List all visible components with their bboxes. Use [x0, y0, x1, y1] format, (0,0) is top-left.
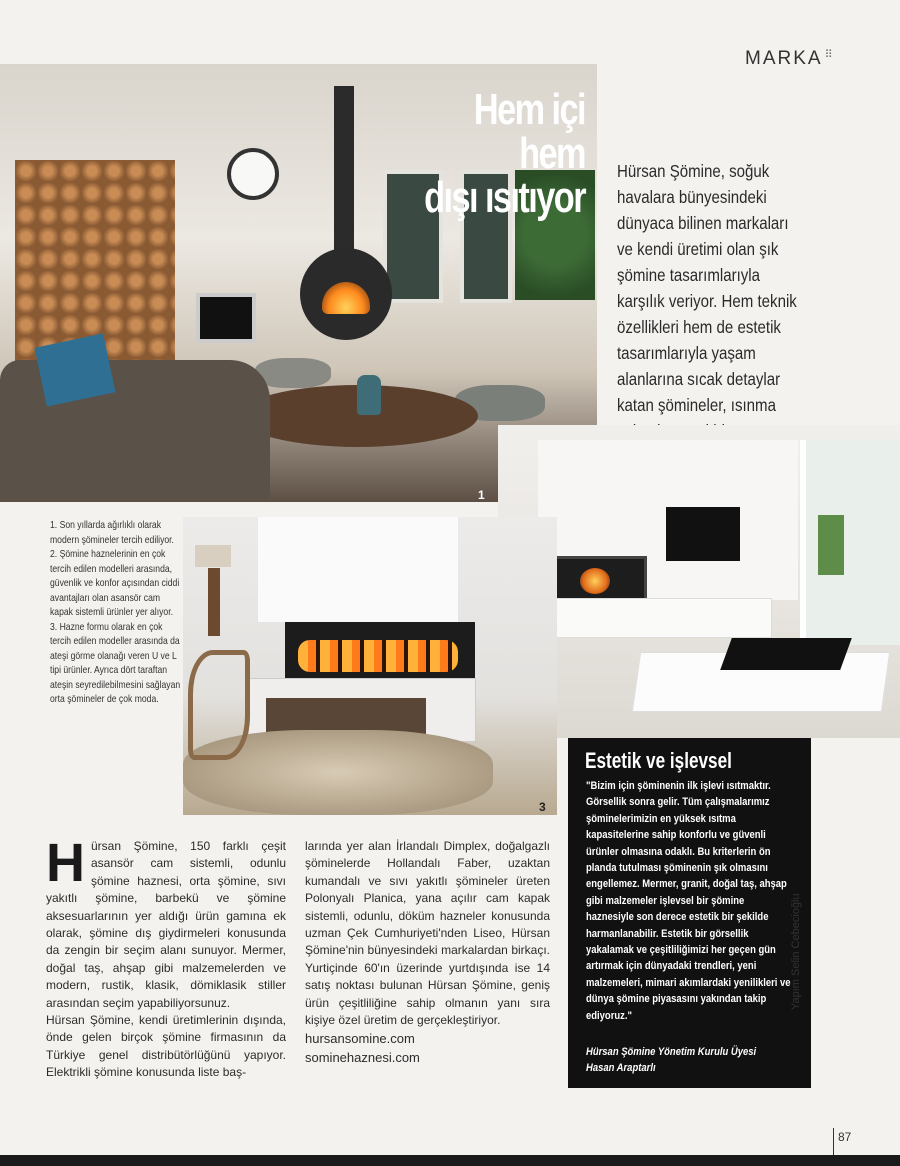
quote-box-title: Estetik ve işlevsel	[585, 748, 732, 773]
photo-rattan-chair	[188, 650, 250, 760]
page-divider	[833, 1128, 834, 1158]
quote-signature-name: Hasan Araptarlı	[586, 1062, 656, 1074]
photo-glass-table	[720, 638, 852, 670]
photo-sofa	[0, 360, 270, 500]
article-title	[406, 85, 585, 222]
website-link[interactable]: hursansomine.com	[305, 1031, 415, 1047]
photo-stove-pipe	[334, 86, 354, 266]
photo-wall	[258, 517, 458, 622]
photo-fireplace-base	[520, 598, 772, 638]
fire-icon	[580, 568, 610, 594]
article-title-line2: dışı ısıtıyor	[424, 173, 585, 222]
brand-dots-icon: ⠿	[824, 49, 835, 61]
photo-window	[800, 440, 900, 645]
photo-decanter	[357, 375, 381, 415]
article-intro: Hürsan Şömine, soğuk havalara bünyesindeki dünyaca bilinen markaları ve kendi üretimi olan şık şömine tasarımlarıyla karşılık veriyor. Hem teknik özellikleri hem de estetik tasarımlarıyla yaşam alanlarına sıcak detaylar katan şömineler, ısınma	[617, 161, 797, 415]
photo-captions	[50, 518, 185, 707]
quote-signature	[586, 1044, 792, 1076]
body-paragraph: Hürsan Şömine, kendi üretimlerinin dışında, önde gelen birçok şömine firmasının da Türkiye genel distribütörlüğünü yapıyor. Elektrikli şömine konusunda liste baş-	[46, 1013, 286, 1080]
quote-text: "Bizim için şöminenin ilk işlevi ısıtmaktır. Görsellik sonra gelir. Tüm çalışmalarımız şöminelerimizin en yüksek ısıtma kapasitelerine sahip konforlu ve güvenli ürünler olmasına odaklı. Bu kriterlerin ön planda tutulması şöminenin şık olmasını engellemez. Mermer, granit, doğal taş, ahşap gibi malzemeler işlevsel bir şömine haznesiyle son derece estetik bir şekilde harmanlanabilir. Estetik bir görsellik yakalamak ve çeşitliliğimizi her geçen gün artırmak için dünyadaki trendleri, yeni malzemeleri, mimari akımlardaki yenilikleri ve dünya şömine piyasasını yakından takip ediyoruz."	[586, 780, 791, 1022]
photo-garden	[818, 515, 844, 575]
quote-signature-role: Hürsan Şömine Yönetim Kurulu Üyesi	[586, 1046, 757, 1058]
article-title-line1: Hem içi hem	[473, 85, 585, 178]
clock-icon	[227, 148, 279, 200]
photo-number: 3	[539, 800, 546, 814]
website-link[interactable]: sominehaznesi.com	[305, 1050, 420, 1066]
photo-wall-lamp	[195, 545, 231, 567]
fire-icon	[298, 640, 458, 672]
photo-log-decor	[208, 568, 220, 636]
drop-cap: H	[46, 833, 85, 893]
photo-retro-tv	[196, 293, 256, 343]
body-column-1	[46, 833, 286, 1082]
magazine-section-label	[745, 48, 835, 70]
caption-1: 1. Son yıllarda ağırlıklı olarak modern şömineler tercih ediliyor.	[50, 519, 174, 546]
body-column-2	[305, 838, 550, 1067]
page-number: 87	[838, 1130, 852, 1144]
bottom-edge	[0, 1155, 900, 1166]
brand-text: MARKA	[745, 48, 823, 69]
photo-number: 1	[478, 488, 485, 502]
photo-tv	[666, 507, 740, 561]
body-paragraph: larında yer alan İrlandalı Dimplex, doğalgazlı şöminelerde Hollandalı Faber, uzaktan kumandalı ve sıvı yakıtlı şömineler üreten Polonyalı Planica, yana açılır cam kapak sistemli, odunlu, döküm hazneler konusunda uzman Çek Cumhuriyeti'nden Liseo, Hürsan Şömine'nin bünyesindeki markalardan birkaçı. Yurtiçinde 60'ın üzerinde yurtdışında ise 14 satış noktası bulunan Hürsan Şömine, geniş ürün çeşitliliğine sahip olmanın yanı sıra kişiye özel üretim de gerçekleştiriyor.	[305, 839, 550, 1028]
body-paragraph: ürsan Şömine, 150 farklı çeşit asansör cam sistemli, odunlu şömine haznesi, orta şömine, sıvı yakıtlı şömine, barbekü ve şömine aksesuarlarının yer aldığı ürün gamına ek olarak, şömine dış giydirmeleri konusunda da zengin bir seçim alanı sunuyor. Mermer, doğal taş, ahşap gibi malzemelerden ve modern, rustik, klasik, dömiklasik stiller arasından seçim yapabiliyorsunuz.	[46, 839, 286, 1010]
caption-3: 3. Hazne formu olarak en çok tercih edilen modeller arasında da ateşi görme olanağı veren U ve L tipi ürünler. Ayrıca dört taraftan ateşin seyredilebilmesini sağlayan orta şömineler de çok moda.	[50, 620, 181, 705]
production-credit: Yapım Selin Cebecioğlu	[790, 893, 802, 1010]
caption-2: 2. Şömine haznelerinin en çok tercih edilen modelleri arasında, güvenlik ve konfor açısından ciddi avantajları olan asansör cam kapak sistemli ürünler yer alıyor.	[50, 548, 180, 618]
